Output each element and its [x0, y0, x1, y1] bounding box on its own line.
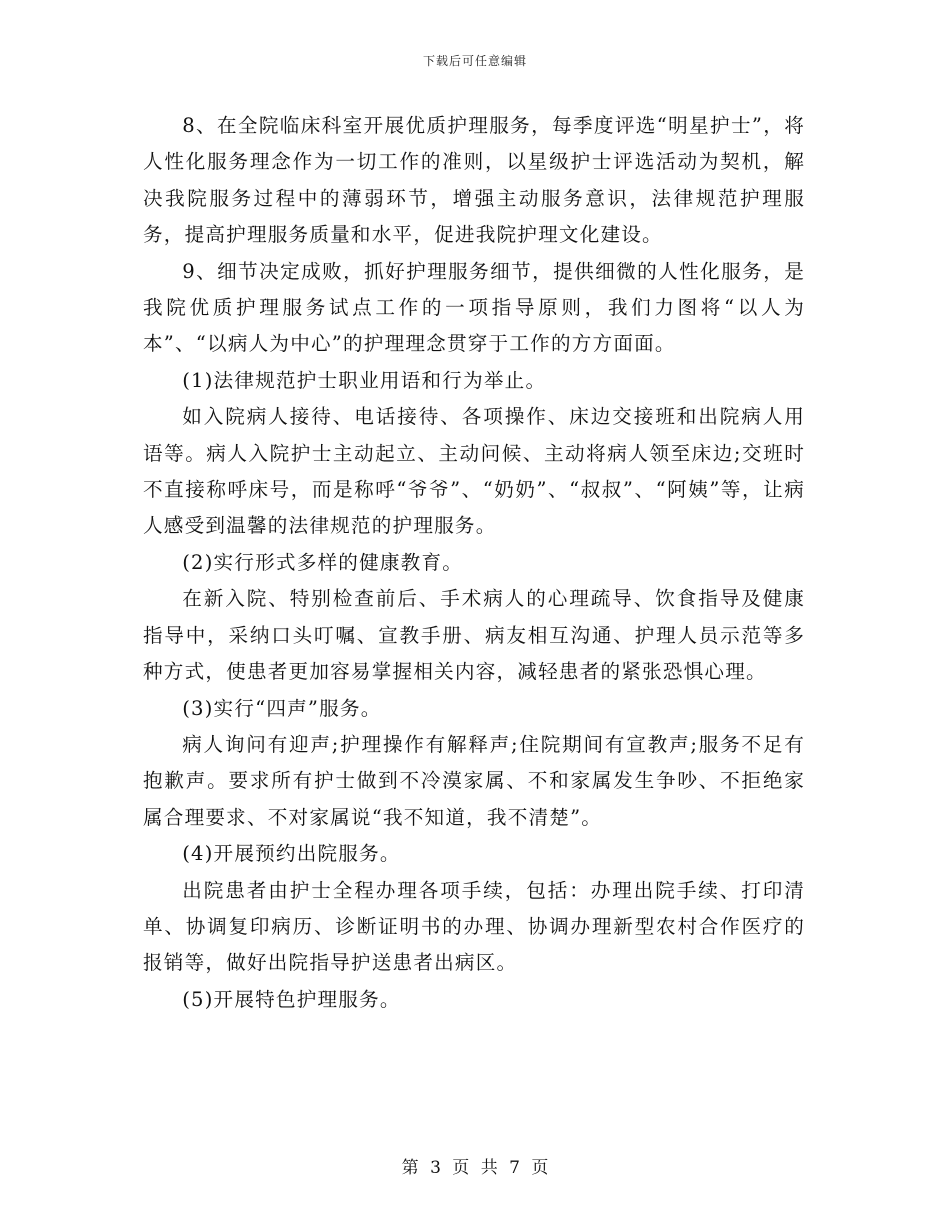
- paragraph-1: 如入院病人接待、电话接待、各项操作、床边交接班和出院病人用语等。病人入院护士主动起立、主动问候、主动将病人领至床边;交班时不直接称呼床号，而是称呼“爷爷”、“奶奶”、“叔叔”、“阿姨”等，让病人感受到温馨的法律规范的护理服务。: [143, 405, 805, 538]
- subheading-5: (5)开展特色护理服务。: [182, 987, 401, 1011]
- paragraph-4: 出院患者由护士全程办理各项手续，包括：办理出院手续、打印清单、协调复印病历、诊断证明书的办理、协调办理新型农村合作医疗的报销等，做好出院指导护送患者出病区。: [143, 878, 805, 975]
- subheading-4: (4)开展预约出院服务。: [182, 842, 401, 866]
- page-footer: 第 3 页 共 7 页: [401, 1158, 549, 1178]
- subheading-3: (3)实行“四声”服务。: [182, 696, 382, 720]
- subheading-1: (1)法律规范护士职业用语和行为举止。: [182, 368, 547, 392]
- paragraph-3: 病人询问有迎声;护理操作有解释声;住院期间有宣教声;服务不足有抱歉声。要求所有护士做到不冷漠家属、不和家属发生争吵、不拒绝家属合理要求、不对家属说“我不知道，我不清楚”。: [143, 732, 805, 829]
- subheading-2: (2)实行形式多样的健康教育。: [182, 550, 464, 574]
- paragraph-item-8: 8、在全院临床科室开展优质护理服务，每季度评选“明星护士”，将人性化服务理念作为一切工作的准则，以星级护士评选活动为契机，解决我院服务过程中的薄弱环节，增强主动服务意识，法律规范护理服务，提高护理服务质量和水平，促进我院护理文化建设。: [143, 114, 805, 247]
- document-body: [143, 108, 805, 1018]
- paragraph-2: 在新入院、特别检查前后、手术病人的心理疏导、饮食指导及健康指导中，采纳口头叮嘱、宣教手册、病友相互沟通、护理人员示范等多种方式，使患者更加容易掌握相关内容，减轻患者的紧张恐惧心理。: [143, 587, 805, 684]
- paragraph-item-9: 9、细节决定成败，抓好护理服务细节，提供细微的人性化服务，是我院优质护理服务试点工作的一项指导原则，我们力图将“以人为本”、“以病人为中心”的护理理念贯穿于工作的方方面面。: [143, 259, 805, 356]
- page-header: 下载后可任意编辑: [422, 54, 527, 68]
